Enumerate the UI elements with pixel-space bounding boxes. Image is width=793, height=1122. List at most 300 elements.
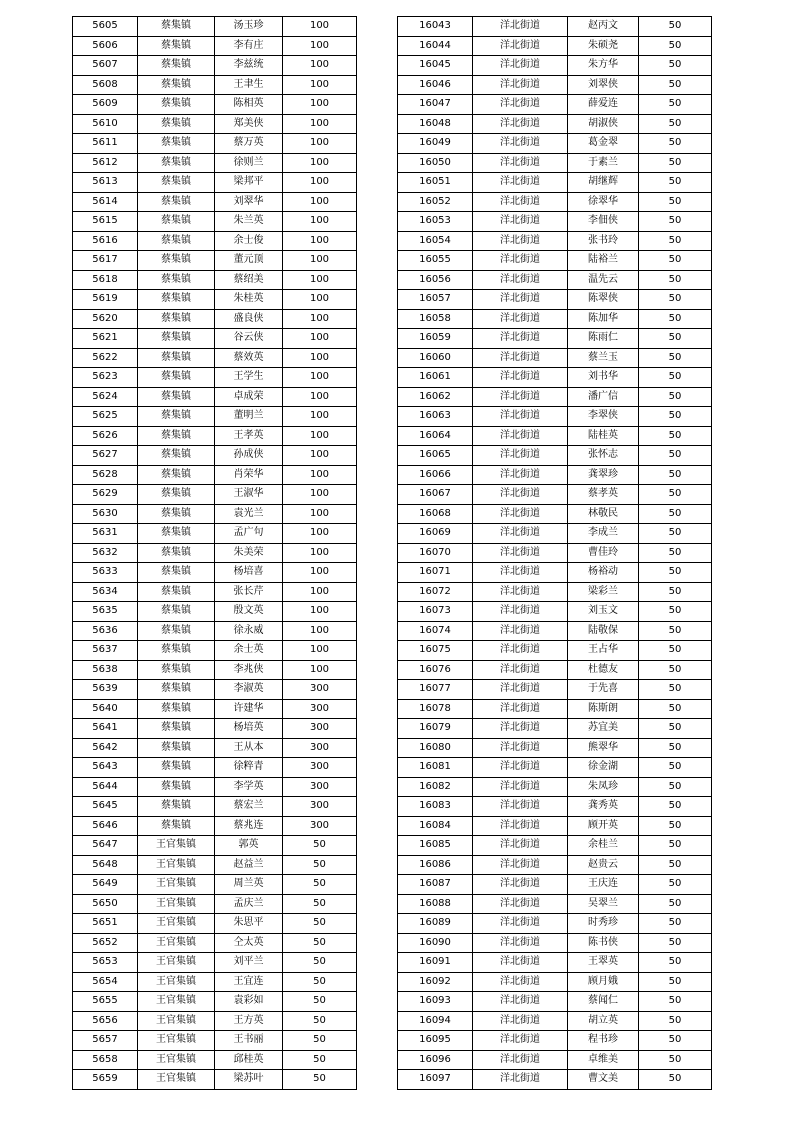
town-cell: 洋北街道: [473, 387, 568, 407]
town-cell: 蔡集镇: [138, 797, 215, 817]
id-cell: 5642: [73, 738, 138, 758]
id-cell: 16077: [398, 680, 473, 700]
name-cell: 顾开英: [568, 816, 639, 836]
table-row: [398, 621, 712, 641]
id-cell: 16088: [398, 894, 473, 914]
name-cell: 蔡宏兰: [215, 797, 283, 817]
town-cell: 洋北街道: [473, 95, 568, 115]
town-cell: 洋北街道: [473, 504, 568, 524]
name-cell: 龚秀英: [568, 797, 639, 817]
town-cell: 王官集镇: [138, 972, 215, 992]
table-row: [73, 1050, 357, 1070]
name-cell: 朱兰英: [215, 212, 283, 232]
table-row: [398, 777, 712, 797]
name-cell: 张书玲: [568, 231, 639, 251]
amount-cell: 50: [639, 270, 712, 290]
town-cell: 洋北街道: [473, 426, 568, 446]
name-cell: 潘广信: [568, 387, 639, 407]
table-row: [73, 348, 357, 368]
name-cell: 李学英: [215, 777, 283, 797]
id-cell: 5656: [73, 1011, 138, 1031]
table-row: [73, 992, 357, 1012]
town-cell: 洋北街道: [473, 738, 568, 758]
table-row: [73, 738, 357, 758]
amount-cell: 50: [639, 777, 712, 797]
id-cell: 5607: [73, 56, 138, 76]
table-row: [398, 192, 712, 212]
name-cell: 徐翠华: [568, 192, 639, 212]
amount-cell: 300: [283, 816, 357, 836]
amount-cell: 50: [639, 972, 712, 992]
id-cell: 5644: [73, 777, 138, 797]
town-cell: 蔡集镇: [138, 56, 215, 76]
town-cell: 洋北街道: [473, 894, 568, 914]
name-cell: 陈书侠: [568, 933, 639, 953]
amount-cell: 100: [283, 524, 357, 544]
table-row: [398, 348, 712, 368]
name-cell: 林敬民: [568, 504, 639, 524]
id-cell: 5615: [73, 212, 138, 232]
table-row: [73, 914, 357, 934]
town-cell: 洋北街道: [473, 680, 568, 700]
table-row: [398, 1011, 712, 1031]
table-row: [73, 543, 357, 563]
name-cell: 李有庄: [215, 36, 283, 56]
table-row: [398, 173, 712, 193]
id-cell: 16090: [398, 933, 473, 953]
amount-cell: 100: [283, 75, 357, 95]
town-cell: 蔡集镇: [138, 485, 215, 505]
id-cell: 16054: [398, 231, 473, 251]
id-cell: 5611: [73, 134, 138, 154]
table-row: [398, 660, 712, 680]
table-row: [73, 504, 357, 524]
town-cell: 蔡集镇: [138, 621, 215, 641]
town-cell: 蔡集镇: [138, 816, 215, 836]
name-cell: 刘书华: [568, 368, 639, 388]
name-cell: 陆敬保: [568, 621, 639, 641]
name-cell: 蔡兰玉: [568, 348, 639, 368]
town-cell: 蔡集镇: [138, 446, 215, 466]
name-cell: 龚翠珍: [568, 465, 639, 485]
amount-cell: 50: [639, 465, 712, 485]
name-cell: 张怀志: [568, 446, 639, 466]
amount-cell: 50: [639, 1011, 712, 1031]
table-row: [73, 1031, 357, 1051]
name-cell: 葛金翠: [568, 134, 639, 154]
town-cell: 蔡集镇: [138, 173, 215, 193]
table-row: [73, 368, 357, 388]
id-cell: 16045: [398, 56, 473, 76]
id-cell: 16068: [398, 504, 473, 524]
table-row: [398, 563, 712, 583]
name-cell: 王翠英: [568, 953, 639, 973]
id-cell: 16094: [398, 1011, 473, 1031]
table-row: [73, 173, 357, 193]
town-cell: 洋北街道: [473, 875, 568, 895]
town-cell: 蔡集镇: [138, 17, 215, 37]
table-row: [73, 699, 357, 719]
town-cell: 洋北街道: [473, 153, 568, 173]
table-row: [73, 797, 357, 817]
town-cell: 蔡集镇: [138, 465, 215, 485]
id-cell: 5631: [73, 524, 138, 544]
id-cell: 5621: [73, 329, 138, 349]
table-row: [73, 309, 357, 329]
id-cell: 5653: [73, 953, 138, 973]
name-cell: 余桂兰: [568, 836, 639, 856]
id-cell: 5623: [73, 368, 138, 388]
id-cell: 5625: [73, 407, 138, 427]
amount-cell: 100: [283, 56, 357, 76]
id-cell: 5640: [73, 699, 138, 719]
name-cell: 王孝英: [215, 426, 283, 446]
table-row: [73, 816, 357, 836]
name-cell: 王庆连: [568, 875, 639, 895]
town-cell: 洋北街道: [473, 485, 568, 505]
name-cell: 董元顶: [215, 251, 283, 271]
name-cell: 王淑华: [215, 485, 283, 505]
amount-cell: 50: [639, 134, 712, 154]
amount-cell: 50: [639, 758, 712, 778]
table-row: [73, 894, 357, 914]
table-row: [73, 582, 357, 602]
town-cell: 蔡集镇: [138, 329, 215, 349]
id-cell: 16049: [398, 134, 473, 154]
amount-cell: 50: [639, 855, 712, 875]
table-row: [398, 95, 712, 115]
id-cell: 16080: [398, 738, 473, 758]
amount-cell: 100: [283, 446, 357, 466]
name-cell: 熊翠华: [568, 738, 639, 758]
amount-cell: 50: [639, 933, 712, 953]
id-cell: 16076: [398, 660, 473, 680]
amount-cell: 100: [283, 582, 357, 602]
id-cell: 16064: [398, 426, 473, 446]
town-cell: 洋北街道: [473, 1031, 568, 1051]
id-cell: 16082: [398, 777, 473, 797]
name-cell: 于先喜: [568, 680, 639, 700]
name-cell: 陈斯朗: [568, 699, 639, 719]
town-cell: 蔡集镇: [138, 368, 215, 388]
name-cell: 蔡效英: [215, 348, 283, 368]
name-cell: 苏宜美: [568, 719, 639, 739]
town-cell: 蔡集镇: [138, 270, 215, 290]
amount-cell: 50: [639, 1070, 712, 1090]
id-cell: 5627: [73, 446, 138, 466]
id-cell: 16058: [398, 309, 473, 329]
id-cell: 5618: [73, 270, 138, 290]
name-cell: 余士英: [215, 641, 283, 661]
table-row: [398, 75, 712, 95]
amount-cell: 50: [639, 231, 712, 251]
amount-cell: 100: [283, 602, 357, 622]
amount-cell: 100: [283, 290, 357, 310]
name-cell: 徐永威: [215, 621, 283, 641]
amount-cell: 50: [283, 894, 357, 914]
town-cell: 洋北街道: [473, 992, 568, 1012]
amount-cell: 300: [283, 777, 357, 797]
town-cell: 洋北街道: [473, 309, 568, 329]
table-row: [398, 933, 712, 953]
amount-cell: 100: [283, 231, 357, 251]
left-table: [72, 16, 357, 1090]
table-row: [398, 816, 712, 836]
table-row: [73, 446, 357, 466]
table-row: [398, 504, 712, 524]
name-cell: 孟广句: [215, 524, 283, 544]
name-cell: 王占华: [568, 641, 639, 661]
table-row: [398, 446, 712, 466]
amount-cell: 50: [283, 1031, 357, 1051]
name-cell: 蔡绍美: [215, 270, 283, 290]
town-cell: 洋北街道: [473, 699, 568, 719]
id-cell: 5616: [73, 231, 138, 251]
name-cell: 梁彩兰: [568, 582, 639, 602]
table-row: [398, 387, 712, 407]
id-cell: 5655: [73, 992, 138, 1012]
id-cell: 5614: [73, 192, 138, 212]
id-cell: 5635: [73, 602, 138, 622]
amount-cell: 50: [639, 426, 712, 446]
amount-cell: 50: [283, 1011, 357, 1031]
town-cell: 洋北街道: [473, 836, 568, 856]
name-cell: 吴翠兰: [568, 894, 639, 914]
town-cell: 蔡集镇: [138, 348, 215, 368]
table-row: [398, 680, 712, 700]
table-row: [73, 36, 357, 56]
name-cell: 徐粹青: [215, 758, 283, 778]
amount-cell: 100: [283, 134, 357, 154]
id-cell: 16052: [398, 192, 473, 212]
town-cell: 蔡集镇: [138, 543, 215, 563]
amount-cell: 300: [283, 680, 357, 700]
table-row: [73, 387, 357, 407]
id-cell: 16081: [398, 758, 473, 778]
id-cell: 16091: [398, 953, 473, 973]
id-cell: 16066: [398, 465, 473, 485]
name-cell: 肖荣华: [215, 465, 283, 485]
id-cell: 5617: [73, 251, 138, 271]
amount-cell: 100: [283, 95, 357, 115]
town-cell: 洋北街道: [473, 524, 568, 544]
name-cell: 汤玉珍: [215, 17, 283, 37]
table-row: [398, 797, 712, 817]
amount-cell: 50: [639, 992, 712, 1012]
table-row: [73, 563, 357, 583]
town-cell: 蔡集镇: [138, 134, 215, 154]
id-cell: 5657: [73, 1031, 138, 1051]
id-cell: 5636: [73, 621, 138, 641]
town-cell: 洋北街道: [473, 36, 568, 56]
town-cell: 王官集镇: [138, 1011, 215, 1031]
amount-cell: 50: [639, 816, 712, 836]
table-row: [398, 1031, 712, 1051]
amount-cell: 50: [283, 1070, 357, 1090]
town-cell: 洋北街道: [473, 777, 568, 797]
amount-cell: 50: [283, 914, 357, 934]
amount-cell: 50: [639, 602, 712, 622]
town-cell: 蔡集镇: [138, 719, 215, 739]
name-cell: 徐金湖: [568, 758, 639, 778]
table-row: [73, 192, 357, 212]
amount-cell: 100: [283, 173, 357, 193]
town-cell: 洋北街道: [473, 758, 568, 778]
town-cell: 王官集镇: [138, 855, 215, 875]
id-cell: 5608: [73, 75, 138, 95]
id-cell: 16097: [398, 1070, 473, 1090]
town-cell: 王官集镇: [138, 953, 215, 973]
town-cell: 洋北街道: [473, 446, 568, 466]
id-cell: 16071: [398, 563, 473, 583]
table-row: [398, 270, 712, 290]
amount-cell: 50: [283, 836, 357, 856]
table-row: [398, 134, 712, 154]
town-cell: 洋北街道: [473, 114, 568, 134]
town-cell: 洋北街道: [473, 641, 568, 661]
table-row: [73, 75, 357, 95]
id-cell: 16085: [398, 836, 473, 856]
table-row: [398, 738, 712, 758]
table-row: [73, 56, 357, 76]
table-row: [398, 894, 712, 914]
amount-cell: 100: [283, 309, 357, 329]
amount-cell: 50: [639, 914, 712, 934]
name-cell: 谷云侠: [215, 329, 283, 349]
name-cell: 袁光兰: [215, 504, 283, 524]
id-cell: 16067: [398, 485, 473, 505]
table-row: [398, 992, 712, 1012]
town-cell: 洋北街道: [473, 17, 568, 37]
amount-cell: 50: [639, 797, 712, 817]
table-row: [398, 114, 712, 134]
name-cell: 顾月娥: [568, 972, 639, 992]
id-cell: 16050: [398, 153, 473, 173]
name-cell: 薛爱连: [568, 95, 639, 115]
town-cell: 洋北街道: [473, 212, 568, 232]
table-row: [398, 465, 712, 485]
town-cell: 洋北街道: [473, 192, 568, 212]
id-cell: 16063: [398, 407, 473, 427]
town-cell: 王官集镇: [138, 914, 215, 934]
table-row: [398, 524, 712, 544]
id-cell: 5632: [73, 543, 138, 563]
table-row: [398, 972, 712, 992]
town-cell: 蔡集镇: [138, 309, 215, 329]
amount-cell: 50: [639, 660, 712, 680]
id-cell: 16044: [398, 36, 473, 56]
id-cell: 16046: [398, 75, 473, 95]
table-row: [398, 758, 712, 778]
name-cell: 郑美侠: [215, 114, 283, 134]
town-cell: 洋北街道: [473, 602, 568, 622]
name-cell: 李淑英: [215, 680, 283, 700]
town-cell: 洋北街道: [473, 563, 568, 583]
name-cell: 王宜连: [215, 972, 283, 992]
amount-cell: 50: [639, 719, 712, 739]
id-cell: 5646: [73, 816, 138, 836]
id-cell: 16069: [398, 524, 473, 544]
name-cell: 时秀珍: [568, 914, 639, 934]
name-cell: 李兆侠: [215, 660, 283, 680]
table-row: [398, 1050, 712, 1070]
amount-cell: 300: [283, 699, 357, 719]
town-cell: 蔡集镇: [138, 114, 215, 134]
table-row: [73, 1070, 357, 1090]
table-row: [398, 231, 712, 251]
town-cell: 蔡集镇: [138, 563, 215, 583]
table-row: [73, 680, 357, 700]
amount-cell: 100: [283, 407, 357, 427]
amount-cell: 100: [283, 621, 357, 641]
id-cell: 5629: [73, 485, 138, 505]
amount-cell: 50: [639, 348, 712, 368]
name-cell: 胡继辉: [568, 173, 639, 193]
town-cell: 蔡集镇: [138, 524, 215, 544]
town-cell: 蔡集镇: [138, 212, 215, 232]
amount-cell: 50: [639, 329, 712, 349]
name-cell: 陈翠侠: [568, 290, 639, 310]
name-cell: 杜德友: [568, 660, 639, 680]
table-row: [398, 17, 712, 37]
name-cell: 蔡兆连: [215, 816, 283, 836]
table-row: [398, 290, 712, 310]
amount-cell: 50: [639, 699, 712, 719]
table-row: [73, 777, 357, 797]
table-row: [73, 621, 357, 641]
town-cell: 蔡集镇: [138, 699, 215, 719]
table-row: [398, 251, 712, 271]
town-cell: 洋北街道: [473, 368, 568, 388]
table-row: [73, 1011, 357, 1031]
id-cell: 5609: [73, 95, 138, 115]
table-row: [398, 309, 712, 329]
table-row: [398, 485, 712, 505]
town-cell: 王官集镇: [138, 875, 215, 895]
name-cell: 刘翠华: [215, 192, 283, 212]
town-cell: 王官集镇: [138, 1070, 215, 1090]
name-cell: 曹文美: [568, 1070, 639, 1090]
id-cell: 16074: [398, 621, 473, 641]
table-row: [398, 56, 712, 76]
id-cell: 5659: [73, 1070, 138, 1090]
id-cell: 16060: [398, 348, 473, 368]
town-cell: 洋北街道: [473, 582, 568, 602]
amount-cell: 50: [639, 1031, 712, 1051]
id-cell: 16062: [398, 387, 473, 407]
id-cell: 5647: [73, 836, 138, 856]
name-cell: 周兰英: [215, 875, 283, 895]
table-row: [398, 36, 712, 56]
id-cell: 5619: [73, 290, 138, 310]
name-cell: 陆裕兰: [568, 251, 639, 271]
town-cell: 蔡集镇: [138, 758, 215, 778]
town-cell: 洋北街道: [473, 719, 568, 739]
name-cell: 邱桂英: [215, 1050, 283, 1070]
amount-cell: 100: [283, 504, 357, 524]
amount-cell: 50: [639, 192, 712, 212]
town-cell: 王官集镇: [138, 836, 215, 856]
name-cell: 蔡万英: [215, 134, 283, 154]
amount-cell: 100: [283, 543, 357, 563]
id-cell: 5638: [73, 660, 138, 680]
id-cell: 5613: [73, 173, 138, 193]
town-cell: 蔡集镇: [138, 582, 215, 602]
amount-cell: 50: [639, 153, 712, 173]
name-cell: 陈雨仁: [568, 329, 639, 349]
town-cell: 洋北街道: [473, 290, 568, 310]
town-cell: 洋北街道: [473, 972, 568, 992]
